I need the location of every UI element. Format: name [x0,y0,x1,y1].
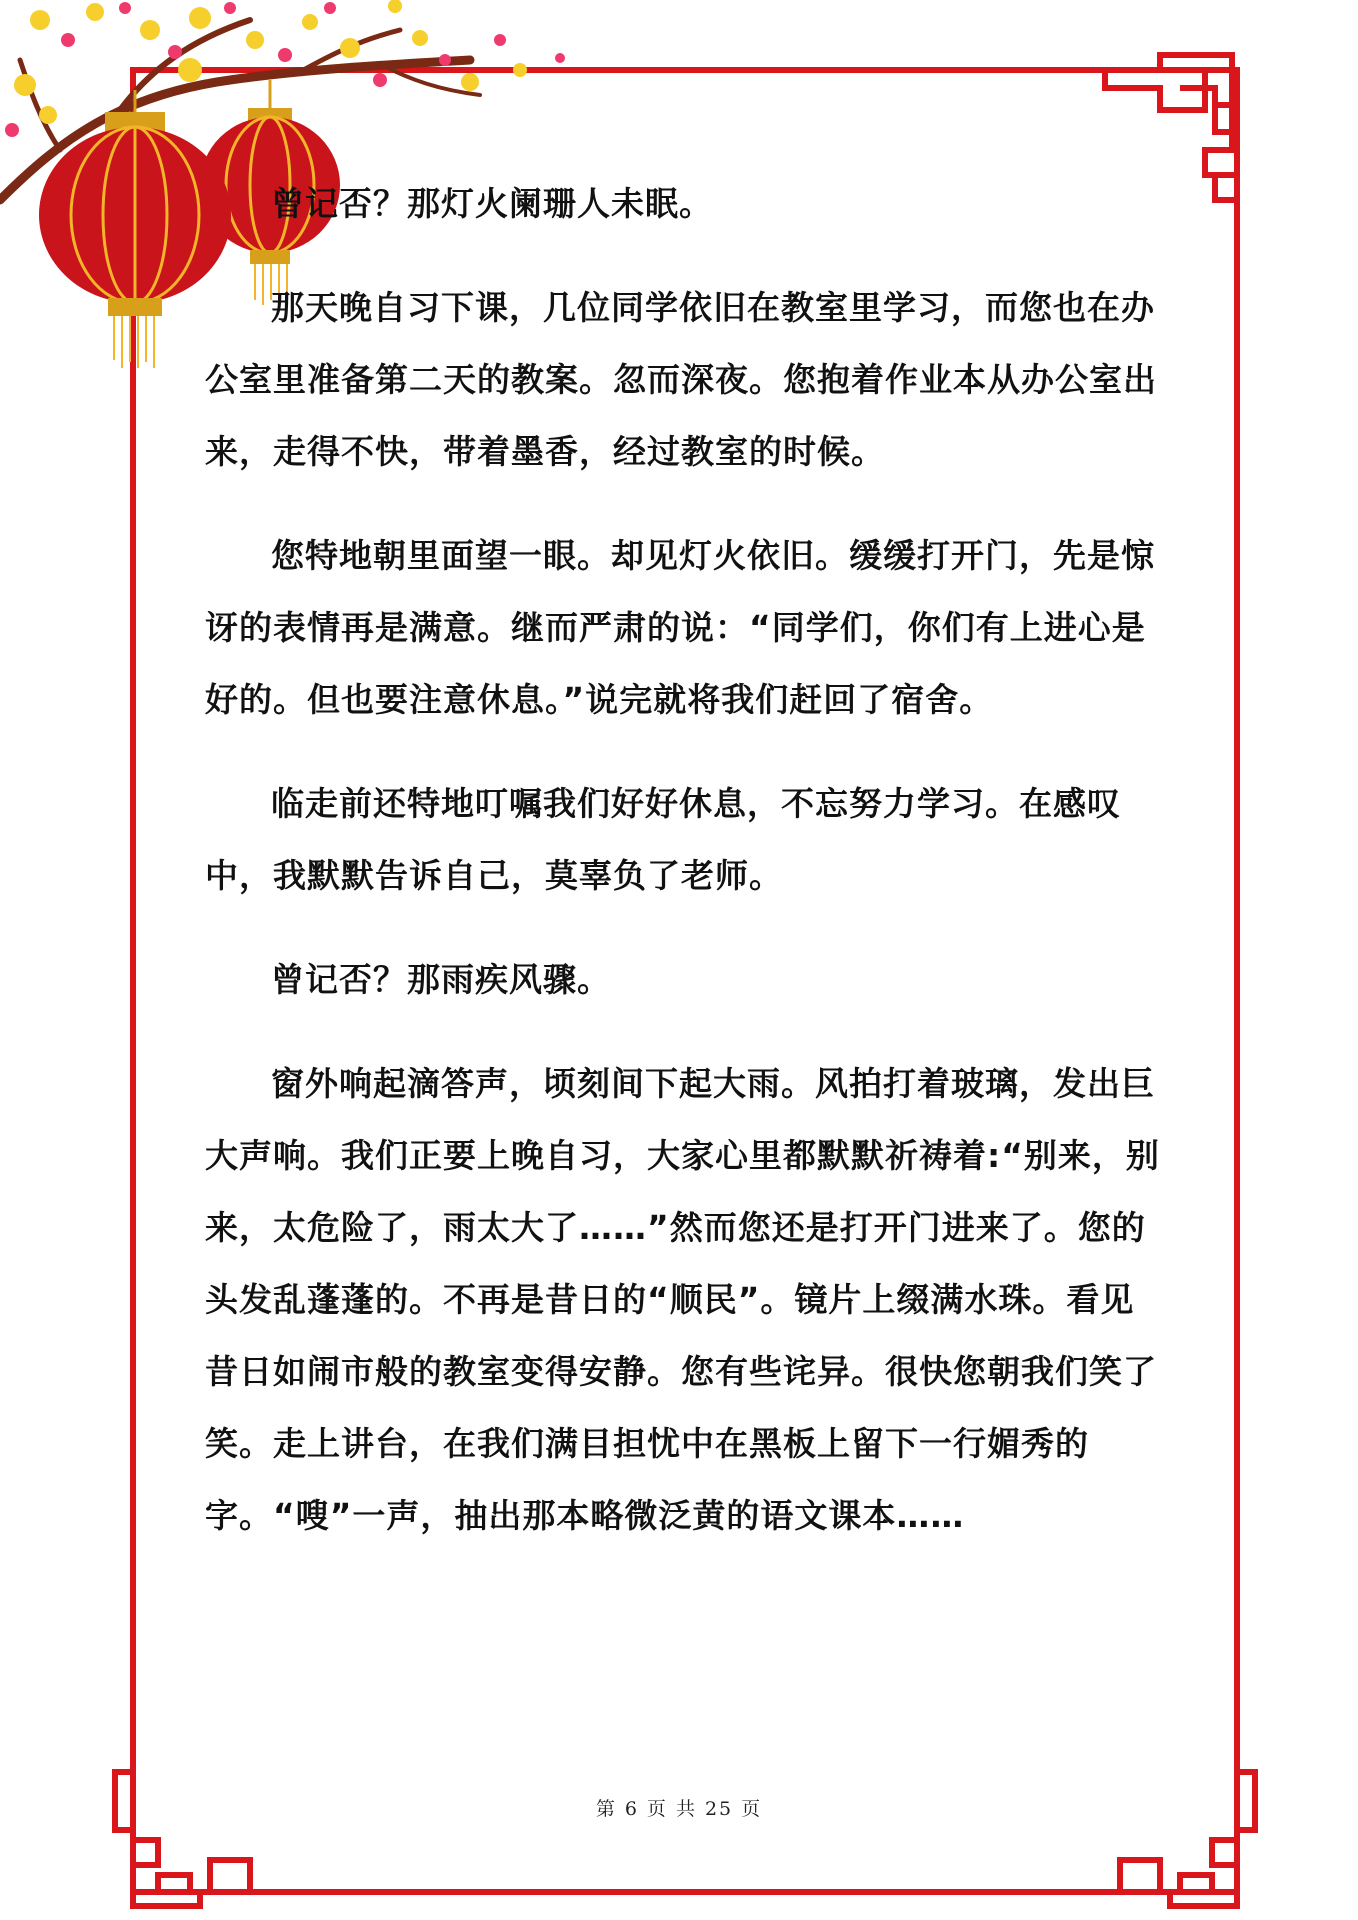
paragraph: 您特地朝里面望一眼。却见灯火依旧。缓缓打开门，先是惊讶的表情再是满意。继而严肃的说：“同学们，你们有上进心是好的。但也要注意休息。”说完就将我们赶回了宿舍。 [205,536,1155,719]
footer-suffix: 页 [741,1798,763,1820]
page-number-footer [0,1794,1358,1821]
paragraph: 窗外响起滴答声，顷刻间下起大雨。风拍打着玻璃，发出巨大声响。我们正要上晚自习，大家心里都默默祈祷着:“别来，别来，太危险了，雨太大了……”然而您还是打开门进来了。您的头发乱蓬蓬的。不再是昔日的“顺民”。镜片上缀满水珠。看见昔日如闹市般的教室变得安静。您有些诧异。很快您朝我们笑了笑。走上讲台，在我们满目担忧中在黑板上留下一行媚秀的字。“嗖”一声，抽出那本略微泛黄的语文课本…… [205,1064,1160,1535]
footer-middle: 页 共 [646,1798,697,1820]
article-body [205,168,1165,1584]
paragraph: 曾记否？那雨疾风骤。 [271,960,611,999]
footer-prefix: 第 [595,1798,617,1820]
paragraph: 那天晚自习下课，几位同学依旧在教室里学习，而您也在办公室里准备第二天的教案。忽而深夜。您抱着作业本从办公室出来，走得不快，带着墨香，经过教室的时候。 [205,288,1157,471]
total-pages-number: 25 [704,1798,734,1820]
current-page-number: 6 [624,1798,639,1820]
paragraph: 曾记否？那灯火阑珊人未眠。 [271,184,713,223]
paragraph: 临走前还特地叮嘱我们好好休息，不忘努力学习。在感叹中，我默默告诉自己，莫辜负了老师。 [205,784,1121,895]
